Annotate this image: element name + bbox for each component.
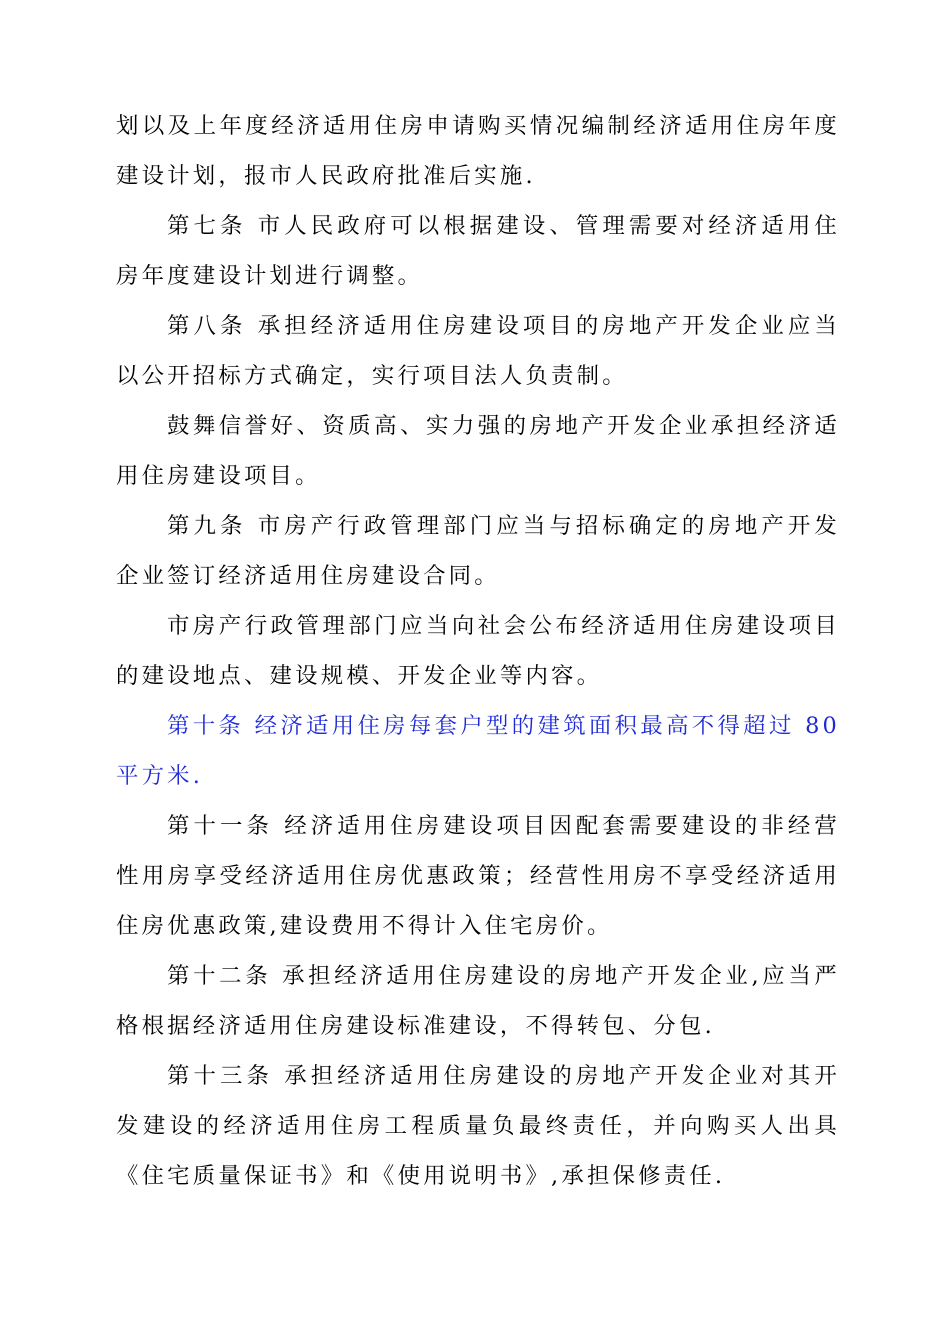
article-7: 第七条 市人民政府可以根据建设、管理需要对经济适用住房年度建设计划进行调整。 — [116, 213, 840, 289]
article-10: 第十条 经济适用住房每套户型的建筑面积最高不得超过 80 平方米. — [116, 713, 840, 789]
article-9-clause-2: 市房产行政管理部门应当向社会公布经济适用住房建设项目的建设地点、建设规模、开发企业等内容。 — [116, 613, 840, 689]
document-body — [116, 101, 840, 1201]
article-12: 第十二条 承担经济适用住房建设的房地产开发企业,应当严格根据经济适用住房建设标准建设，不得转包、分包. — [116, 963, 840, 1039]
article-9: 第九条 市房产行政管理部门应当与招标确定的房地产开发企业签订经济适用住房建设合同。 — [116, 513, 840, 589]
article-8-clause-2: 鼓舞信誉好、资质高、实力强的房地产开发企业承担经济适用住房建设项目。 — [116, 413, 840, 489]
article-11: 第十一条 经济适用住房建设项目因配套需要建设的非经营性用房享受经济适用住房优惠政策；经营性用房不享受经济适用住房优惠政策,建设费用不得计入住宅房价。 — [116, 813, 840, 939]
article-13: 第十三条 承担经济适用住房建设的房地产开发企业对其开发建设的经济适用住房工程质量负最终责任，并向购买人出具《住宅质量保证书》和《使用说明书》,承担保修责任. — [116, 1063, 840, 1189]
paragraph-continuation: 划以及上年度经济适用住房申请购买情况编制经济适用住房年度建设计划，报市人民政府批准后实施. — [116, 113, 840, 189]
article-8: 第八条 承担经济适用住房建设项目的房地产开发企业应当以公开招标方式确定，实行项目法人负责制。 — [116, 313, 840, 389]
